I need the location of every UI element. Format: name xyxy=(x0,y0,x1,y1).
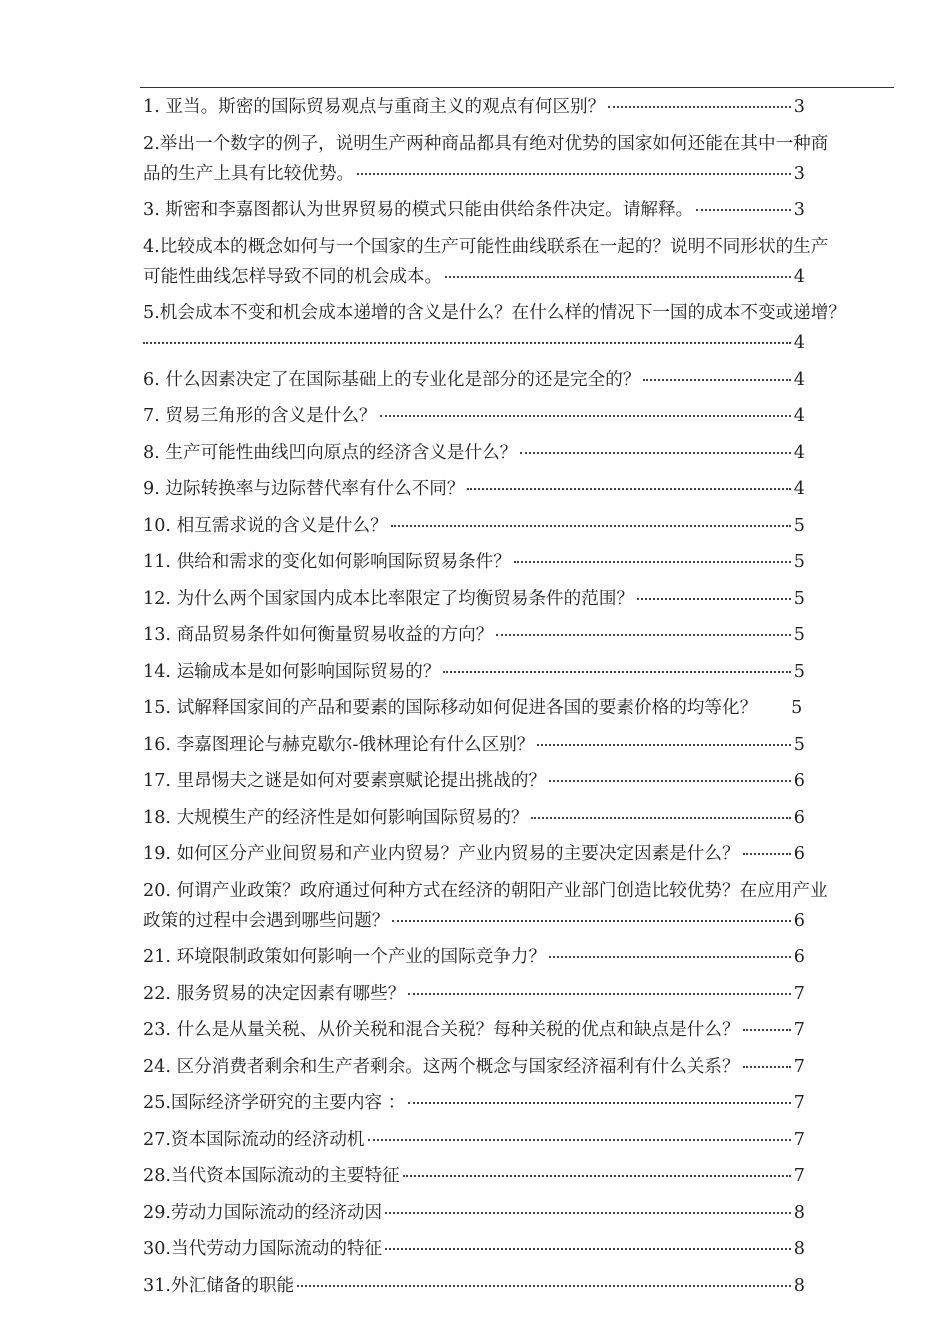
toc-entry[interactable] xyxy=(143,730,895,760)
dot-leader xyxy=(743,1066,791,1068)
toc-entry[interactable] xyxy=(143,92,895,122)
toc-entry[interactable] xyxy=(143,766,895,796)
toc-page-number: 8 xyxy=(793,1275,805,1296)
toc-entry-title: 7. 贸易三角形的含义是什么？ xyxy=(143,406,377,426)
toc-entry-title: 27.资本国际流动的经济动机 xyxy=(143,1129,365,1150)
toc-page-number: 7 xyxy=(793,1166,805,1186)
toc-page-number: 7 xyxy=(793,1020,805,1040)
toc-page-number: 7 xyxy=(793,1129,805,1150)
dot-leader xyxy=(403,1175,791,1177)
toc-entry-title: 12. 为什么两个国家国内成本比率限定了均衡贸易条件的范围？ xyxy=(143,588,635,609)
toc-page-number: 5 xyxy=(793,515,805,536)
dot-leader xyxy=(549,780,791,782)
toc-entry[interactable] xyxy=(143,839,895,869)
toc-entry-title: 9. 边际转换率与边际替代率有什么不同？ xyxy=(143,479,465,499)
toc-entry[interactable] xyxy=(143,1015,895,1045)
toc-page-number: 5 xyxy=(793,588,805,609)
toc-entry[interactable] xyxy=(143,657,895,687)
dot-leader xyxy=(408,1102,791,1104)
dot-leader xyxy=(357,173,791,175)
toc-entry-title: 15. 试解释国家间的产品和要素的国际移动如何促进各国的要素价格的均等化？ xyxy=(143,698,758,718)
toc-page-number: 4 xyxy=(793,333,805,353)
toc-entry-title: 31.外汇储备的职能 xyxy=(143,1275,295,1296)
dot-leader xyxy=(467,488,790,490)
toc-page-number: 6 xyxy=(793,807,805,828)
toc-entry[interactable] xyxy=(143,401,895,431)
dot-leader xyxy=(531,817,790,819)
toc-entry[interactable] xyxy=(143,129,895,189)
toc-page-number: 3 xyxy=(793,200,805,220)
toc-page-number: 4 xyxy=(793,406,805,426)
toc-page-number: 3 xyxy=(793,163,805,184)
toc-page-number: 8 xyxy=(793,1202,805,1223)
toc-entry-title: 品的生产上具有比较优势。 xyxy=(143,163,355,184)
toc-entry[interactable] xyxy=(143,1234,895,1264)
toc-entry[interactable] xyxy=(143,979,895,1009)
toc-page-number: 5 xyxy=(791,698,803,718)
toc-entry[interactable] xyxy=(143,547,895,577)
toc-entry[interactable] xyxy=(143,620,895,650)
toc-entry-title: 16. 李嘉图理论与赫克歇尔-俄林理论有什么区别？ xyxy=(143,734,535,755)
toc-page-number: 3 xyxy=(793,97,805,117)
toc-entry-title-line1: 20. 何谓产业政策？政府通过何种方式在经济的朝阳产业部门创造比较优势？在应用产业 xyxy=(143,880,828,901)
toc-page-number: 5 xyxy=(793,734,805,755)
toc-entry-title: 6. 什么因素决定了在国际基础上的专业化是部分的还是完全的？ xyxy=(143,369,641,390)
toc-entry-title: 24. 区分消费者剩余和生产者剩余。这两个概念与国家经济福利有什么关系？ xyxy=(143,1056,740,1077)
dot-leader xyxy=(408,993,791,995)
toc-entry-title: 政策的过程中会遇到哪些问题？ xyxy=(143,910,390,931)
dot-leader xyxy=(537,744,790,746)
toc-entry[interactable] xyxy=(143,1088,895,1118)
toc-entry-title: 可能性曲线怎样导致不同的机会成本。 xyxy=(143,266,443,287)
toc-entry[interactable] xyxy=(143,1198,895,1228)
toc-entry-title: 17. 里昂惕夫之谜是如何对要素禀赋论提出挑战的？ xyxy=(143,771,547,791)
toc-entry[interactable] xyxy=(143,803,895,833)
toc-page-number: 6 xyxy=(793,771,805,791)
toc-entry[interactable] xyxy=(143,584,895,614)
toc-page-number: 4 xyxy=(793,369,805,390)
dot-leader xyxy=(637,598,791,600)
dot-leader xyxy=(392,920,790,922)
dot-leader xyxy=(643,379,790,381)
toc-entry-title: 1. 亚当。斯密的国际贸易观点与重商主义的观点有何区别？ xyxy=(143,97,606,117)
dot-leader xyxy=(743,853,791,855)
toc-entry[interactable] xyxy=(143,474,895,504)
dot-leader xyxy=(743,1029,791,1031)
toc-page-number: 4 xyxy=(793,479,805,499)
toc-entry-title: 14. 运输成本是如何影响国际贸易的？ xyxy=(143,661,441,682)
toc-entry-title-line1: 2.举出一个数字的例子，说明生产两种商品都具有绝对优势的国家如何还能在其中一种商 xyxy=(143,133,829,154)
toc-page-number: 4 xyxy=(793,442,805,463)
toc-entry-title: 8. 生产可能性曲线凹向原点的经济含义是什么？ xyxy=(143,442,518,463)
toc-entry-title: 11. 供给和需求的变化如何影响国际贸易条件？ xyxy=(143,552,511,572)
dot-leader xyxy=(368,1139,791,1141)
toc-page-number: 4 xyxy=(793,266,805,287)
toc-page-number: 6 xyxy=(793,844,805,864)
dot-leader xyxy=(514,561,791,563)
toc-entry[interactable] xyxy=(143,1052,895,1082)
toc-page-number: 7 xyxy=(793,983,805,1004)
toc-entry[interactable] xyxy=(143,195,895,225)
dot-leader xyxy=(391,525,791,527)
toc-entry[interactable] xyxy=(143,1271,895,1301)
toc-entry[interactable] xyxy=(143,1125,895,1155)
toc-entry-title: 3. 斯密和李嘉图都认为世界贸易的模式只能由供给条件决定。请解释。 xyxy=(143,200,694,220)
toc-page-number: 5 xyxy=(793,552,805,572)
toc-entry[interactable] xyxy=(143,298,895,358)
toc-page-number: 6 xyxy=(793,947,805,967)
toc-page-number: 7 xyxy=(793,1056,805,1077)
toc-entry-title: 10. 相互需求说的含义是什么？ xyxy=(143,515,388,536)
dot-leader xyxy=(445,276,791,278)
dot-leader xyxy=(496,634,791,636)
dot-leader xyxy=(520,452,791,454)
dot-leader xyxy=(143,342,791,344)
toc-entry-title: 28.当代资本国际流动的主要特征 xyxy=(143,1166,400,1186)
toc-entry[interactable] xyxy=(143,1161,895,1191)
toc-entry-title-line1: 4.比较成本的概念如何与一个国家的生产可能性曲线联系在一起的？说明不同形状的生产 xyxy=(143,236,829,257)
toc-entry-title: 29.劳动力国际流动的经济动因 xyxy=(143,1202,383,1223)
toc-entry-title: 23. 什么是从量关税、从价关税和混合关税？每种关税的优点和缺点是什么？ xyxy=(143,1020,740,1040)
toc-entry-title-line1: 5.机会成本不变和机会成本递增的含义是什么？在什么样的情况下一国的成本不变或递增？ xyxy=(143,303,846,323)
toc-entry-title: 19. 如何区分产业间贸易和产业内贸易？产业内贸易的主要决定因素是什么？ xyxy=(143,844,740,864)
toc-page-number: 6 xyxy=(793,910,805,931)
toc-entry-title: 13. 商品贸易条件如何衡量贸易收益的方向？ xyxy=(143,625,494,645)
dot-leader xyxy=(385,1212,791,1214)
toc-page-number: 5 xyxy=(793,625,805,645)
dot-leader xyxy=(385,1248,791,1250)
toc-entry[interactable] xyxy=(143,693,895,723)
toc-entry[interactable] xyxy=(143,365,895,395)
table-of-contents xyxy=(143,92,895,1307)
toc-entry-title: 25.国际经济学研究的主要内容 ： xyxy=(143,1093,406,1113)
toc-entry[interactable] xyxy=(143,876,895,936)
toc-entry-title: 21. 环境限制政策如何影响一个产业的国际竞争力？ xyxy=(143,947,547,967)
toc-entry-title: 22. 服务贸易的决定因素有哪些？ xyxy=(143,983,406,1004)
toc-entry[interactable] xyxy=(143,942,895,972)
toc-entry-title: 30.当代劳动力国际流动的特征 xyxy=(143,1239,383,1259)
dot-leader xyxy=(380,415,791,417)
toc-page-number: 5 xyxy=(793,661,805,682)
dot-leader xyxy=(696,209,791,211)
toc-entry-title: 18. 大规模生产的经济性是如何影响国际贸易的？ xyxy=(143,807,529,828)
toc-page-number: 8 xyxy=(793,1239,805,1259)
dot-leader xyxy=(443,671,790,673)
toc-entry[interactable] xyxy=(143,232,895,292)
toc-entry[interactable] xyxy=(143,511,895,541)
dot-leader xyxy=(549,956,791,958)
dot-leader xyxy=(608,106,791,108)
toc-page-number: 7 xyxy=(793,1093,805,1113)
header-rule xyxy=(140,87,894,88)
dot-leader xyxy=(297,1285,791,1287)
toc-entry[interactable] xyxy=(143,438,895,468)
